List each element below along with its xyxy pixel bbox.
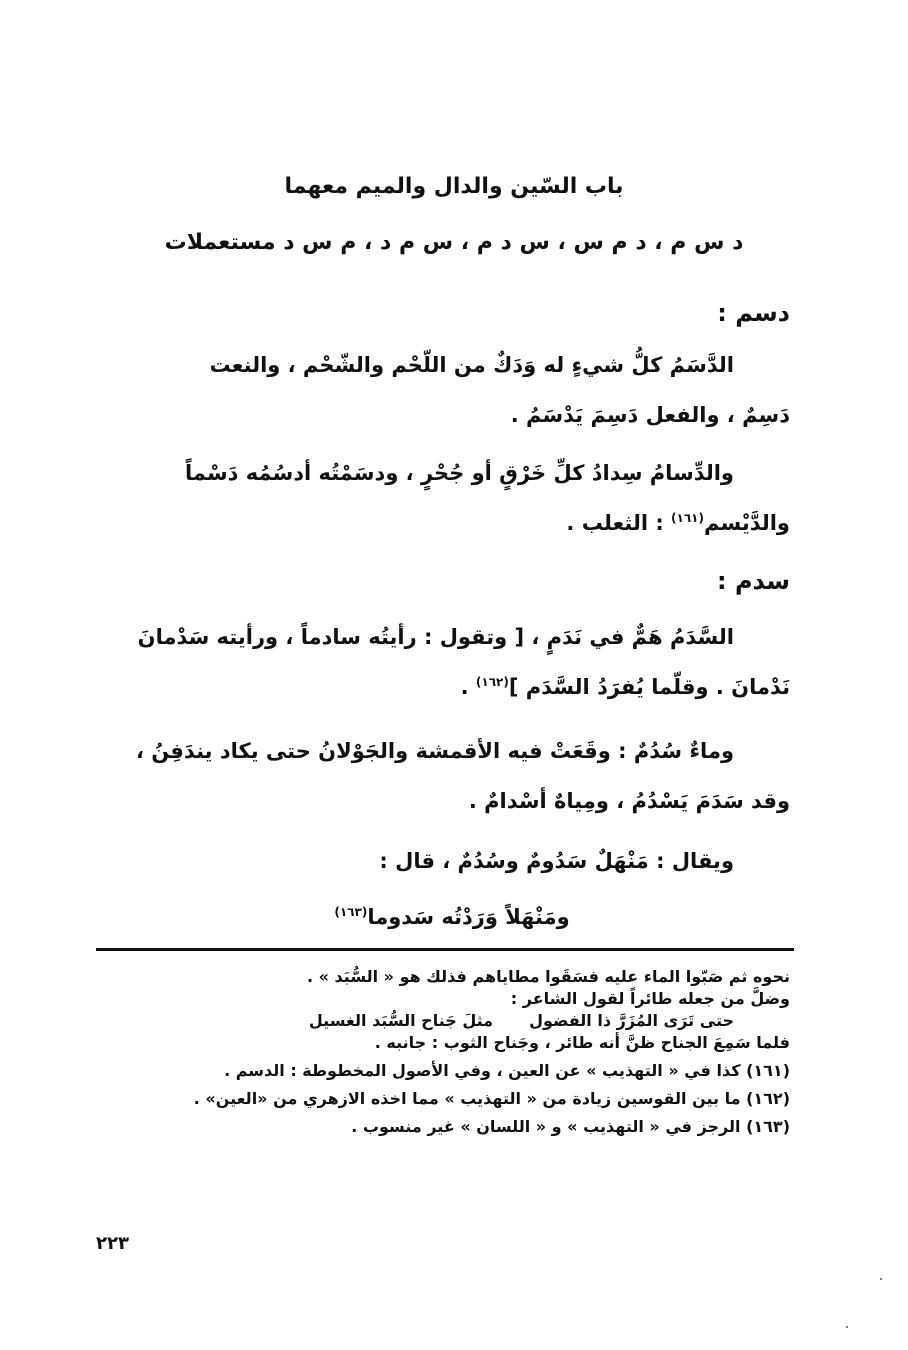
footnote-ref-161: (١٦١) [671,511,704,525]
footnote-continuation-line-3: فلما سَمِعَ الجناح ظنَّ أنه طائر ، وجَناح الثوب : جانبه . [374,1033,790,1052]
entry-sadam-p3: ويقال : مَنْهَلٌ سَدُومٌ وسُدُمٌ ، قال : [379,849,734,873]
entry-sadam-verse [114,902,790,932]
footnote-162: (١٦٢) ما بين القوسين زيادة من « التهذيب » مما اخذه الازهري من «العين» . [193,1089,790,1108]
footnote-continuation-line-1: نحوه ثم صَبّوا الماء عليه فسَقَوا مطاياهم فذلك هو « السُّبَد » . [306,967,790,986]
chapter-subtitle: د س م ، د م س ، س د م ، س م د ، م س د مستعملات [164,230,744,255]
entry-dasam-paragraph-2 [114,448,790,548]
footnote-161: (١٦١) كذا في « التهذيب » عن العين ، وفي الأصول المخطوطة : الدسم . [224,1061,790,1080]
entry-dasam-paragraph-1 [114,340,790,440]
verse-text: ومَنْهَلاً وَرَدْتُه سَدوما [367,905,570,929]
footnote-separator [96,948,794,951]
footnote-verse-second-hemistich: مثلَ جَناح السُّبَد الغسيل [308,1011,494,1030]
footnote-ref-162: (١٦٢) [475,675,509,689]
footnote-continuation-line-2: وضلَّ من جعله طائراً لقول الشاعر : [510,989,790,1008]
entry-sadam-p1-end: . [460,675,469,699]
entry-sadam-paragraph-3 [114,836,790,886]
footnote-verse [114,1010,790,1032]
page-number: ٢٢٣ [96,1233,129,1254]
entry-dasam-p1-line2: دَسِمٌ ، والفعل دَسِمَ يَدْسَمُ . [510,403,790,427]
paper-speck [880,1278,882,1280]
entry-sadam-p2-line1: وماءٌ سُدُمٌ : وقَعَتْ فيه الأقمشة والجَوْلانُ حتى يكاد يندَفِنُ ، [136,739,734,763]
footnote-verse-first-hemistich: حتى تَرَى المُزَرَّ ذا الفضول [529,1011,734,1030]
entry-dasam-p2-line1: والدِّسامُ سِدادُ كلِّ خَرْقٍ أو جُحْرٍ ، ودسَمْتُه أدسُمُه دَسْماً [185,461,734,485]
footnote-ref-163: (١٦٣) [334,905,368,919]
entry-dasam-p1-line1: الدَّسَمُ كلُّ شيءٍ له وَدَكٌ من اللّحْم والشّحْم ، والنعت [209,353,734,377]
entry-sadam-p1-line2: نَدْمانَ . وقلّما يُفرَدُ السَّدَم ] [508,675,790,699]
footnotes [114,966,790,1138]
entry-sadam-p1-line1: السَّدَمُ هَمٌّ في نَدَمٍ ، [ وتقول : رأيتُه سادماً ، ورأيته سَدْمانَ [137,625,734,649]
entry-sadam-paragraph-1 [114,612,790,712]
footnote-163: (١٦٣) الرجز في « التهذيب » و « اللسان » غير منسوب . [351,1117,790,1136]
chapter-title: باب السّين والدال والميم معهما [284,174,624,199]
entry-heading-dasam: دسم : [717,299,790,327]
entry-dasam-p2-line2-rest: : الثعلب . [566,511,664,535]
entry-heading-sadam: سدم : [716,567,790,595]
entry-sadam-p2-line2: وقد سَدَمَ يَسْدُمُ ، ومِياهٌ أسْدامٌ . [468,789,790,813]
paper-speck [846,1326,848,1328]
entry-dasam-p2-line2: والدَّيْسم [704,511,790,535]
entry-sadam-paragraph-2 [114,726,790,826]
